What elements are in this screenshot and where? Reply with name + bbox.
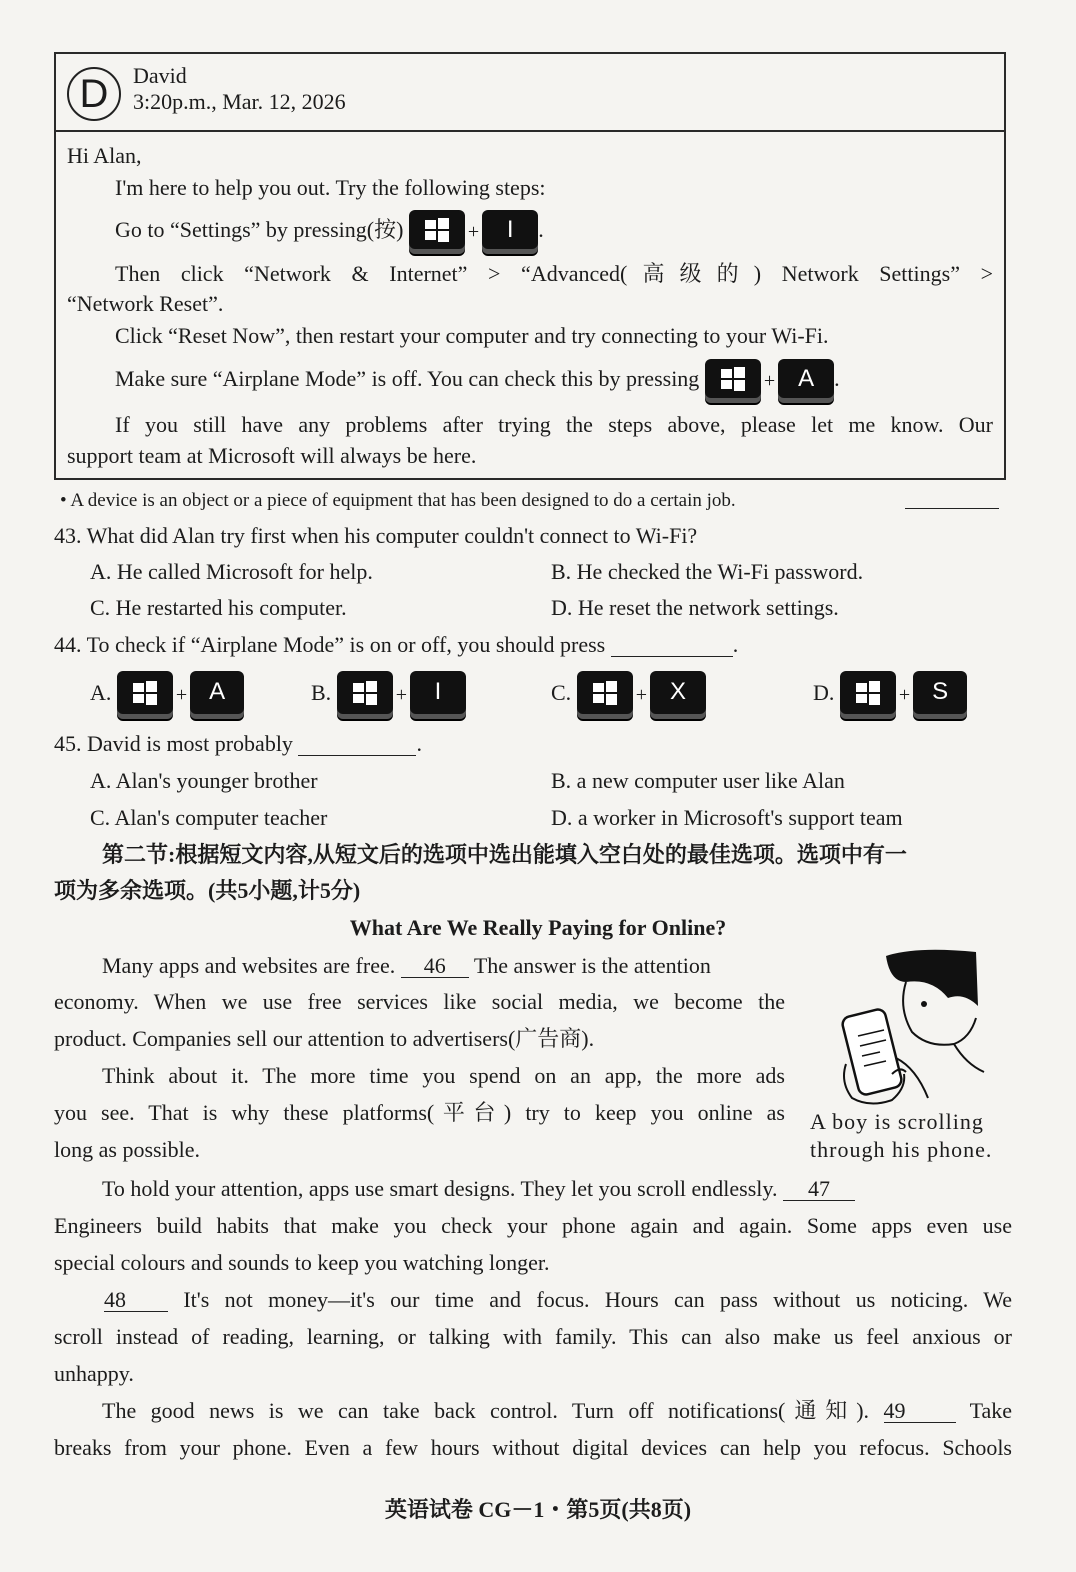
- article-line: economy. When we use free services like social media, we become the: [54, 989, 785, 1014]
- article-line: breaks from your phone. Even a few hours without digital devices can help you refocus. Schools: [54, 1435, 1012, 1460]
- email-para-6a: If you still have any problems after trying the steps above, please let me know. Our: [115, 412, 993, 437]
- email-para-3a: Then click “Network & Internet” > “Advanced(高级的) Network Settings” >: [115, 261, 993, 286]
- article-line: unhappy.: [54, 1361, 134, 1386]
- plus-sign: +: [635, 683, 647, 706]
- plus-sign: +: [467, 220, 480, 243]
- email-para-4: Click “Reset Now”, then restart your computer and try connecting to your Wi-Fi.: [115, 323, 829, 348]
- article-title: What Are We Really Paying for Online?: [349, 915, 727, 940]
- key-a: A: [190, 671, 244, 719]
- article-line: product. Companies sell our attention to advertisers(广告商).: [54, 1026, 595, 1051]
- email-para-2: [115, 207, 544, 253]
- sender-avatar: D: [67, 67, 121, 121]
- caption-line-1: A boy is scrolling: [810, 1109, 984, 1134]
- q45-option-a: A. Alan's younger brother: [90, 768, 318, 793]
- windows-key-icon: [337, 671, 393, 719]
- period: .: [732, 632, 739, 657]
- email-header-divider: [56, 130, 1004, 132]
- q44-option-b: [311, 668, 466, 718]
- blank-48: 48: [104, 1289, 168, 1312]
- plus-sign: +: [898, 683, 911, 706]
- blank-49: 49: [884, 1400, 956, 1423]
- email-para-6b: support team at Microsoft will always be here.: [67, 443, 477, 468]
- plus-sign: +: [763, 369, 776, 392]
- text: It's not money—it's our time and focus. Hours can pass without us noticing. We: [183, 1287, 1013, 1312]
- q44-option-d-label: D.: [813, 680, 835, 705]
- email-para-2-text: Go to “Settings” by pressing(按): [115, 217, 404, 242]
- q44-stem: [54, 633, 738, 657]
- q45-stem-text: 45. David is most probably: [54, 731, 293, 756]
- article-line: [102, 1177, 855, 1201]
- key-x: X: [650, 671, 706, 719]
- q43-option-c: C. He restarted his computer.: [90, 595, 347, 620]
- article-line: [104, 1288, 1012, 1312]
- sender-name: David: [133, 63, 187, 88]
- windows-key-icon: [577, 671, 633, 719]
- answer-blank: [298, 733, 416, 756]
- plus-sign: +: [395, 683, 407, 706]
- q45-stem: [54, 732, 422, 756]
- q44-option-a: [90, 668, 244, 718]
- text: To hold your attention, apps use smart designs. They let you scroll endlessly.: [102, 1176, 778, 1201]
- footnote-text: A device is an object or a piece of equipment that has been designed to do a certain job.: [70, 490, 736, 511]
- key-a: A: [778, 359, 834, 403]
- period: .: [538, 217, 544, 242]
- illustration-caption: [810, 1108, 992, 1164]
- answer-blank: [611, 634, 733, 657]
- q43-option-d: D. He reset the network settings.: [551, 595, 839, 620]
- key-i: I: [482, 210, 538, 254]
- windows-key-icon: [705, 359, 761, 403]
- text: The answer is the attention: [473, 953, 711, 978]
- boy-with-phone-illustration: [836, 948, 986, 1108]
- windows-key-icon: [409, 210, 465, 254]
- key-s: S: [913, 671, 967, 719]
- windows-key-icon: [117, 671, 173, 719]
- footnote-rule: [905, 508, 999, 509]
- q45-option-d: D. a worker in Microsoft's support team: [551, 805, 903, 830]
- q43-option-a: A. He called Microsoft for help.: [90, 559, 373, 584]
- blank-47: 47: [783, 1178, 855, 1201]
- q45-option-b: B. a new computer user like Alan: [551, 768, 845, 793]
- article-line: long as possible.: [54, 1137, 201, 1162]
- caption-line-2: through his phone.: [810, 1137, 993, 1162]
- page-footer: 英语试卷 CG－1・第5页(共8页): [384, 1497, 692, 1522]
- text: Take: [969, 1398, 1012, 1423]
- q44-option-d: [813, 668, 967, 718]
- q45-option-c: C. Alan's computer teacher: [90, 805, 328, 830]
- windows-key-icon: [840, 671, 896, 719]
- section-instruction-2: 项为多余选项。(共5小题,计5分): [54, 878, 361, 903]
- period: .: [834, 366, 840, 391]
- q44-option-c-label: C.: [551, 680, 572, 705]
- article-line: Engineers build habits that make you check your phone again and again. Some apps even use: [54, 1213, 1012, 1238]
- email-para-1: I'm here to help you out. Try the following steps:: [115, 175, 546, 200]
- section-instruction-1: 第二节:根据短文内容,从短文后的选项中选出能填入空白处的最佳选项。选项中有一: [102, 842, 907, 867]
- article-line: scroll instead of reading, learning, or talking with family. This can also make us feel anxious or: [54, 1324, 1012, 1349]
- greeting: Hi Alan,: [67, 143, 142, 168]
- footnote: • A device is an object or a piece of equipment that has been designed to do a certain job.: [60, 490, 736, 511]
- q44-option-a-label: A.: [90, 680, 112, 705]
- blank-46: 46: [401, 955, 469, 978]
- q44-option-c: [551, 668, 706, 718]
- q43-stem: 43. What did Alan try first when his computer couldn't connect to Wi-Fi?: [54, 523, 698, 548]
- article-line: special colours and sounds to keep you watching longer.: [54, 1250, 550, 1275]
- key-i: I: [410, 671, 466, 719]
- email-para-3b: “Network Reset”.: [67, 291, 224, 316]
- article-line: you see. That is why these platforms(平台) try to keep you online as: [54, 1100, 785, 1125]
- q43-option-b: B. He checked the Wi-Fi password.: [551, 559, 864, 584]
- article-line: Think about it. The more time you spend on an app, the more ads: [102, 1063, 785, 1088]
- sent-time: 3:20p.m., Mar. 12, 2026: [133, 89, 346, 114]
- plus-sign: +: [175, 683, 188, 706]
- text: The good news is we can take back control. Turn off notifications(通知).: [102, 1398, 870, 1423]
- text: Many apps and websites are free.: [102, 953, 396, 978]
- q44-stem-text: 44. To check if “Airplane Mode” is on or off, you should press: [54, 632, 606, 657]
- q44-option-b-label: B.: [311, 680, 332, 705]
- period: .: [416, 731, 422, 756]
- article-line: [102, 954, 711, 978]
- article-line: [102, 1399, 1012, 1423]
- email-para-5: [115, 356, 840, 402]
- email-para-5-text: Make sure “Airplane Mode” is off. You can check this by pressing: [115, 366, 700, 391]
